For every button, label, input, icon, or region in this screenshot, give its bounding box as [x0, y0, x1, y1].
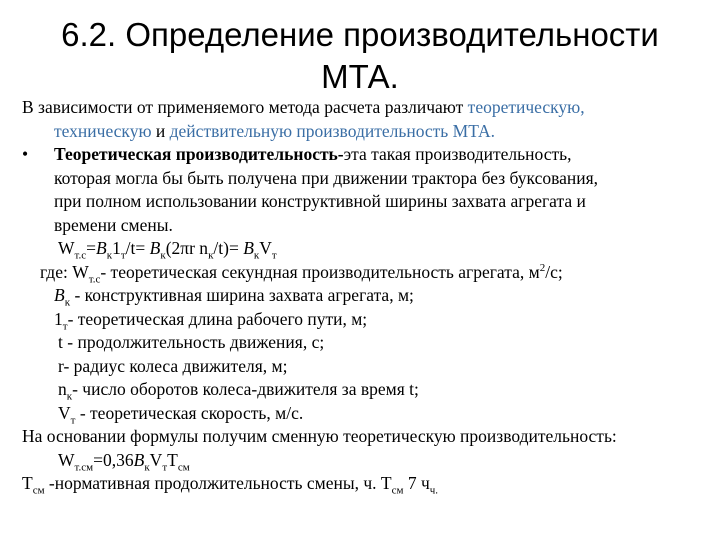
def-row: [22, 378, 714, 402]
formula-b1-sub: к: [106, 249, 113, 262]
def-row: [22, 402, 714, 426]
formula-l: 1: [112, 238, 121, 258]
formula-n-sub: к: [208, 249, 214, 262]
def-row: [22, 284, 714, 308]
where-sup: 2: [539, 261, 546, 274]
where-prefix: где: W: [40, 261, 89, 282]
bullet-bold-term: Теоретическая производительность-: [54, 144, 344, 164]
last-line: [22, 472, 714, 496]
def-text: - радиус колеса движителя, м;: [63, 355, 288, 376]
bullet-line-2: которая могла бы быть получена при движении трактора без буксования,: [54, 167, 599, 188]
formula-shift: [22, 449, 714, 473]
def-text: - число оборотов колеса-движителя за время t;: [72, 379, 419, 399]
bullet-line-1: [22, 143, 714, 167]
formula-v: V: [259, 238, 272, 258]
basis-line: На основании формулы получим сменную теоретическую производительность:: [22, 426, 617, 446]
formula-b2-sub: к: [160, 249, 166, 262]
formula-eq: =: [86, 238, 97, 258]
formula2-b-sub: к: [144, 461, 150, 473]
slide-title: [0, 14, 720, 98]
last-t: Т: [22, 473, 33, 493]
def-text: - теоретическая длина рабочего пути, м;: [67, 308, 368, 329]
bullet-line-4: времени смены.: [54, 214, 173, 235]
last-text: -нормативная продолжительность смены, ч. Т: [44, 473, 392, 493]
last-val: 7 ч: [403, 473, 430, 493]
formula-b1: В: [96, 238, 107, 258]
intro-line-1: [22, 96, 714, 120]
title-line-2: МТА.: [321, 58, 399, 95]
formula-w: W: [58, 238, 75, 258]
def-symbol: n: [58, 379, 67, 399]
intro-prefix: В зависимости от применяемого метода расчета различают: [22, 97, 468, 117]
def-symbol: t: [58, 332, 63, 352]
formula2-w-sub: т.см: [74, 461, 94, 473]
where-w-sub: т.с: [88, 273, 101, 285]
formula2-t-sub: см: [177, 461, 190, 473]
formula2-t: T: [167, 449, 178, 470]
formula2-eq: =0,36: [93, 449, 134, 470]
def-symbol: r: [58, 355, 64, 376]
bullet-icon: •: [22, 144, 29, 164]
formula-b3-sub: к: [253, 249, 260, 262]
formula-theoretical: [22, 237, 714, 261]
formula-div-t: /t=: [125, 238, 150, 258]
def-symbol-sub: к: [66, 390, 73, 403]
formula-paren-end: /t)=: [213, 238, 244, 258]
where-text: - теоретическая секундная производительность агрегата, м: [100, 261, 540, 282]
term-actual: действительную производительность МТА.: [169, 120, 496, 141]
def-text: - теоретическая скорость, м/с.: [75, 402, 304, 423]
intro-mid: и: [151, 120, 170, 141]
term-technical: техническую: [54, 120, 152, 141]
def-text: - конструктивная ширина захвата агрегата, м;: [70, 285, 414, 305]
bullet-text-1: эта такая производительность,: [343, 144, 572, 164]
last-val-sub: ч.: [429, 484, 439, 497]
def-symbol: V: [58, 402, 71, 423]
formula-b2: В: [149, 238, 161, 258]
last-t-sub: см: [32, 484, 45, 497]
slide-body: [22, 96, 714, 496]
def-symbol-sub: к: [64, 296, 71, 309]
last-t2-sub: см: [391, 484, 404, 497]
def-text: - продолжительность движения, с;: [62, 332, 325, 352]
where-unit-end: /с;: [545, 261, 563, 282]
formula-l-sub: т: [120, 249, 126, 262]
term-theoretical: теоретическую,: [467, 97, 585, 117]
title-line-1: 6.2. Определение производительности: [61, 16, 659, 53]
def-row: [22, 331, 714, 355]
def-symbol-sub: т: [70, 414, 76, 426]
formula-w-sub: т.с: [74, 249, 87, 262]
intro-line-2: [22, 120, 714, 144]
formula2-b: В: [133, 449, 145, 470]
formula-b3: В: [243, 238, 254, 258]
def-symbol: В: [54, 285, 65, 305]
formula2-v: V: [149, 449, 163, 470]
formula-paren: (2πr n: [165, 238, 209, 258]
def-row: [22, 308, 714, 332]
formula2-w: W: [58, 449, 75, 470]
where-line: [22, 261, 714, 285]
formula-v-sub: т: [271, 249, 277, 262]
def-symbol-sub: т: [62, 320, 68, 332]
bullet-line-3: при полном использовании конструктивной ширины захвата агрегата и: [54, 191, 586, 211]
def-symbol: 1: [54, 308, 63, 329]
def-row: [22, 355, 714, 379]
formula2-v-sub: т: [162, 461, 168, 473]
